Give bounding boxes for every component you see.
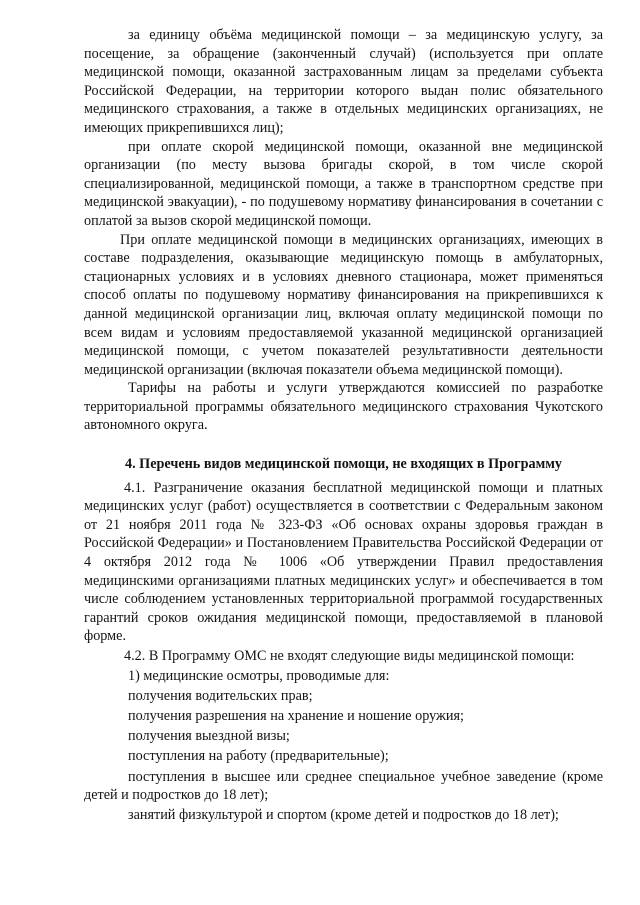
paragraph-4-1: 4.1. Разграничение оказания бесплатной медицинской помощи и платных медицинских услуг (работ) осуществляется в соответствии с Федеральным законом от 21 ноября 2011 года № 323-ФЗ «Об основах охраны здоровья граждан в Российской Федерации» и Постановлением Правительства Российской Федерации от 4 октября 2012 года № 1006 «Об утверждении Правил предоставления медицинскими организациями платных медицинских услуг» и обеспечивается в том числе соблюдением установленных территориальной программой государственных гарантий сроков ожидания медицинской помощи, предоставляемой в плановой форме. [84, 479, 603, 645]
list-item: получения выездной визы; [128, 728, 290, 745]
list-item: занятий физкультурой и спортом (кроме детей и подростков до 18 лет); [128, 807, 559, 824]
list-item: получения водительских прав; [128, 688, 313, 705]
paragraph-tariffs: Тарифы на работы и услуги утверждаются комиссией по разработке территориальной программы обязательного медицинского страхования Чукотского автономного округа. [84, 380, 603, 434]
paragraph-per-capita-payment: При оплате медицинской помощи в медицинских организациях, имеющих в составе подразделения, оказывающие медицинскую помощь в амбулаторных, стационарных условиях и в условиях дневного стационара, может применяться способ оплаты по подушевому нормативу финансирования на прикрепившихся к данной медицинской организации лиц, включая оплату медицинской помощи по всем видам и условиям предоставляемой указанной медицинской организацией медицинской помощи, с учетом показателей результативности деятельности медицинской организации (включая показатели объема медицинской помощи). [84, 231, 603, 378]
document-page [84, 26, 603, 825]
list-item: поступления в высшее или среднее специальное учебное заведение (кроме детей и подростков до 18 лет); [84, 768, 603, 804]
paragraph-ambulance-payment: при оплате скорой медицинской помощи, оказанной вне медицинской организации (по месту вызова бригады скорой, в том числе скорой специализированной, медицинской помощи, а также в транспортном средстве при медицинской эвакуации), - по подушевому нормативу финансирования в сочетании с оплатой за вызов скорой медицинской помощи. [84, 138, 603, 229]
list-item: получения разрешения на хранение и ношение оружия; [128, 708, 464, 725]
section-heading: 4. Перечень видов медицинской помощи, не входящих в Программу [124, 456, 563, 473]
list-item: поступления на работу (предварительные); [128, 748, 389, 765]
list-item: 1) медицинские осмотры, проводимые для: [128, 668, 390, 685]
paragraph-4-2: 4.2. В Программу ОМС не входят следующие виды медицинской помощи: [124, 648, 575, 664]
paragraph-payment-per-unit: за единицу объёма медицинской помощи – за медицинскую услугу, за посещение, за обращение (законченный случай) (используется при оплате медицинской помощи, оказанной застрахованным лицам за пределами субъекта Российской Федерации, на территории которого выдан полис обязательного медицинского страхования, а также в отдельных медицинских организациях, не имеющих прикрепившихся лиц); [84, 27, 603, 136]
